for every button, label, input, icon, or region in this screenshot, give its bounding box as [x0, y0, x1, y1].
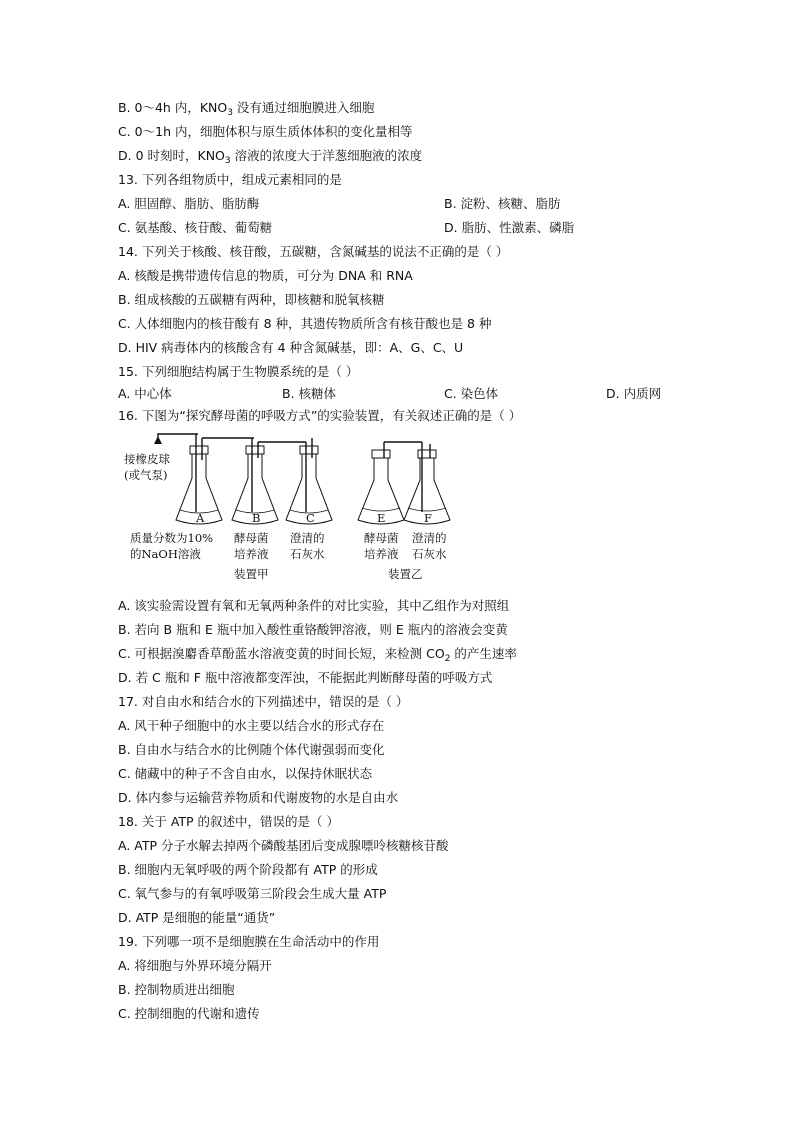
inlet-arrow [154, 436, 162, 444]
label-a-line2: 的NaOH溶液 [130, 547, 201, 561]
q18-option-d: D. ATP 是细胞的能量“通货” [118, 910, 276, 925]
q17-option-c: C. 储藏中的种子不含自由水，以保持休眠状态 [118, 766, 373, 781]
flask-f [404, 442, 450, 525]
q18-option-c: C. 氧气参与的有氧呼吸第三阶段会生成大量 ATP [118, 886, 387, 901]
q19-option-c: C. 控制细胞的代谢和遗传 [118, 1006, 260, 1021]
q19-option-a: A. 将细胞与外界环境分隔开 [118, 958, 272, 973]
label-b-line1: 酵母菌 [234, 531, 269, 545]
q13-option-c: C. 氨基酸、核苷酸、葡萄糖 [118, 220, 273, 235]
q16-stem: 16. 下图为“探究酵母菌的呼吸方式”的实验装置，有关叙述正确的是（ ） [118, 408, 522, 423]
q17-stem: 17. 对自由水和结合水的下列描述中，错误的是（ ） [118, 694, 409, 709]
label-f-line2: 石灰水 [412, 547, 447, 561]
flask-e [358, 442, 404, 525]
q18-stem: 18. 关于 ATP 的叙述中，错误的是（ ） [118, 814, 340, 829]
q17-option-d: D. 体内参与运输营养物质和代谢废物的水是自由水 [118, 790, 399, 805]
q13-option-d: D. 脂肪、性激素、磷脂 [444, 220, 575, 235]
q14-option-a: A. 核酸是携带遗传信息的物质，可分为 DNA 和 RNA [118, 268, 413, 283]
q16-option-a: A. 该实验需设置有氧和无氧两种条件的对比实验，其中乙组作为对照组 [118, 598, 510, 613]
q12-option-c: C. 0～1h 内，细胞体积与原生质体体积的变化量相等 [118, 124, 413, 139]
flask-f-letter: F [424, 511, 432, 525]
label-c-line1: 澄清的 [290, 531, 325, 545]
q12-option-d: D. 0 时刻时，$KNO_3$ 溶液的浓度大于洋葱细胞液的浓度 [118, 148, 423, 166]
q14-option-b: B. 组成核酸的五碳糖有两种，即核糖和脱氧核糖 [118, 292, 385, 307]
pump-label-line2: (或气泵) [124, 468, 168, 482]
q16-option-d: D. 若 C 瓶和 F 瓶中溶液都变浑浊，不能据此判断酵母菌的呼吸方式 [118, 670, 493, 685]
label-a-line1: 质量分数为10% [130, 531, 214, 545]
flask-c [286, 438, 332, 525]
flask-b-letter: B [252, 511, 261, 525]
yeast-respiration-apparatus-figure [120, 428, 470, 588]
q19-option-b: B. 控制物质进出细胞 [118, 982, 235, 997]
q13-stem: 13. 下列各组物质中，组成元素相同的是 [118, 172, 342, 187]
device-jia-label: 装置甲 [234, 567, 269, 581]
q19-stem: 19. 下列哪一项不是细胞膜在生命活动中的作用 [118, 934, 380, 949]
q13-option-b: B. 淀粉、核糖、脂肪 [444, 196, 561, 211]
pump-label-line1: 接橡皮球 [124, 452, 170, 466]
inlet-tube [158, 434, 198, 442]
q12-option-b: B. 0～4h 内，$KNO_3$ 没有通过细胞膜进入细胞 [118, 100, 375, 118]
label-e-line2: 培养液 [364, 547, 399, 561]
q14-stem: 14. 下列关于核酸、核苷酸，五碳糖，含氮碱基的说法不正确的是（ ） [118, 244, 509, 259]
flask-b [232, 438, 278, 525]
q16-option-c: C. 可根据溴麝香草酚蓝水溶液变黄的时间长短，来检测 $CO_2$ 的产生速率 [118, 646, 517, 664]
q14-option-d: D. HIV 病毒体内的核酸含有 4 种含氮碱基，即：A、G、C、U [118, 340, 464, 355]
label-b-line2: 培养液 [234, 547, 269, 561]
label-f-line1: 澄清的 [412, 531, 447, 545]
q15-option-b: B. 核糖体 [282, 386, 337, 401]
q14-option-c: C. 人体细胞内的核苷酸有 8 种，其遗传物质所含有核苷酸也是 8 种 [118, 316, 492, 331]
q13-option-a: A. 胆固醇、脂肪、脂肪酶 [118, 196, 260, 211]
flask-a-letter: A [196, 511, 205, 525]
q15-option-d: D. 内质网 [606, 386, 662, 401]
q17-option-b: B. 自由水与结合水的比例随个体代谢强弱而变化 [118, 742, 385, 757]
q18-option-b: B. 细胞内无氧呼吸的两个阶段都有 ATP 的形成 [118, 862, 378, 877]
flask-e-letter: E [377, 511, 386, 525]
flask-a [176, 434, 222, 525]
flask-c-letter: C [306, 511, 315, 525]
device-yi-label: 装置乙 [388, 567, 423, 581]
label-c-line2: 石灰水 [290, 547, 325, 561]
q16-option-b: B. 若向 B 瓶和 E 瓶中加入酸性重铬酸钾溶液，则 E 瓶内的溶液会变黄 [118, 622, 508, 637]
label-e-line1: 酵母菌 [364, 531, 399, 545]
q15-option-a: A. 中心体 [118, 386, 172, 401]
q15-stem: 15. 下列细胞结构属于生物膜系统的是（ ） [118, 364, 359, 379]
q18-option-a: A. ATP 分子水解去掉两个磷酸基团后变成腺嘌呤核糖核苷酸 [118, 838, 449, 853]
q17-option-a: A. 风干种子细胞中的水主要以结合水的形式存在 [118, 718, 385, 733]
q15-option-c: C. 染色体 [444, 386, 499, 401]
